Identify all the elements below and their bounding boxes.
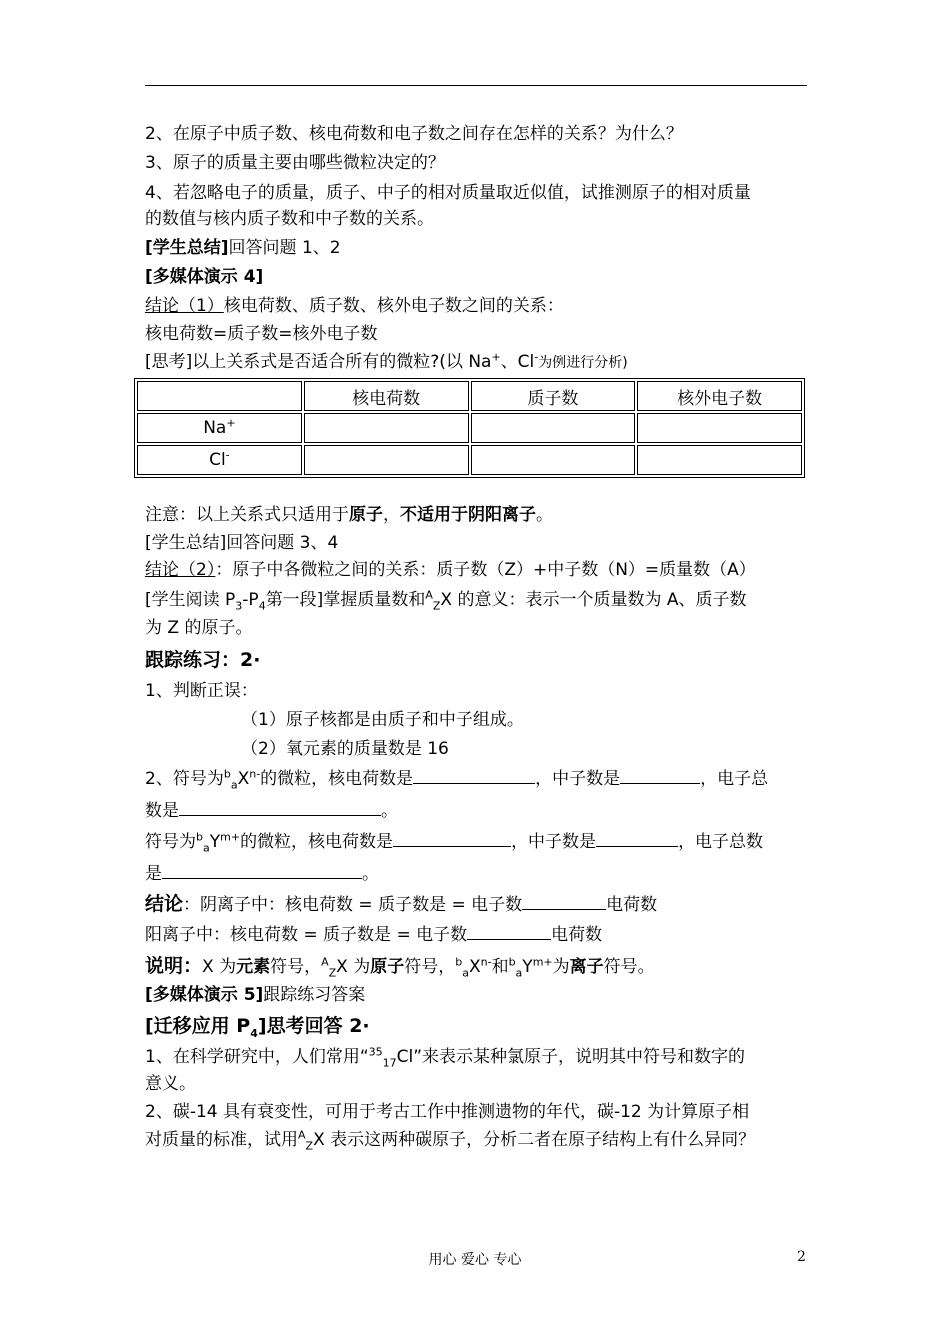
think-question: [思考]以上关系式是否适合所有的微粒?(以 Na+、Cl-为例进行分析) <box>145 350 628 372</box>
conclusion-anion: 结论：阴离子中：核电荷数 = 质子数是 = 电子数 电荷数 <box>145 893 658 915</box>
table-header-row <box>137 381 802 411</box>
transfer-question-2: 2、碳-14 具有衰变性，可用于考古工作中推测遗物的年代，碳-12 为计算原子相 <box>145 1102 750 1122</box>
conclusion-1: 结论（1）核电荷数、质子数、核外电子数之间的关系： <box>145 296 564 316</box>
table-cell <box>637 413 802 443</box>
transfer-question-2-cont: 对质量的标准，试用$^A_Z$X 表示这两种碳原子，分析二者在原子结构上有什么异同？ <box>145 1128 756 1153</box>
transfer-question-1-cont: 意义。 <box>145 1074 196 1094</box>
footer-motto: 用心 爱心 专心 <box>428 1252 522 1268</box>
table-cell <box>637 445 802 475</box>
table-cell <box>304 445 469 475</box>
answer-blank[interactable] <box>467 922 551 940</box>
exercise-2-cont: 数是 。 <box>145 798 398 823</box>
transfer-question-1: 1、在科学研究中，人们常用“$^{35}_{17}$Cl”来表示某种氯原子，说明其中符号和数字的 <box>145 1045 746 1070</box>
table-header-cell: 质子数 <box>471 381 636 411</box>
answer-blank[interactable] <box>620 766 700 784</box>
exercise-1: 1、判断正误： <box>145 681 258 701</box>
answer-blank[interactable] <box>413 766 535 784</box>
exercise-1-item-2: （2）氧元素的质量数是 16 <box>241 739 449 759</box>
conclusion-cation: 阳离子中：核电荷数 = 质子数是 = 电子数 电荷数 <box>145 922 602 947</box>
table-row <box>137 413 802 443</box>
exercise-3: 符号为$^b_aY^{m+}$的微粒，核电荷数是 ，中子数是 ，电子总数 <box>145 830 764 855</box>
question-2: 2、在原子中质子数、核电荷数和电子数之间存在怎样的关系？为什么？ <box>145 124 683 144</box>
table-header-cell: 核电荷数 <box>304 381 469 411</box>
table-cell <box>471 445 636 475</box>
student-reading-cont: 为 Z 的原子。 <box>145 618 253 638</box>
table-header-cell: 核外电子数 <box>637 381 802 411</box>
question-3: 3、原子的质量主要由哪些微粒决定的？ <box>145 153 445 173</box>
ion-analysis-table <box>134 378 805 478</box>
multimedia-demo-5: [多媒体演示 5]跟踪练习答案 <box>145 985 366 1005</box>
conclusion-2: 结论（2）：原子中各微粒之间的关系：质子数（Z）+中子数（N）=质量数（A） <box>145 560 756 580</box>
answer-blank[interactable] <box>179 798 381 816</box>
student-summary-1: [学生总结]回答问题 1、2 <box>145 238 341 258</box>
student-reading: [学生阅读 $P_3-P_4$第一段]掌握质量数和$^A_Z$X 的意义：表示一个质量数为 A、质子数 <box>145 588 747 613</box>
note-line: 注意：以上关系式只适用于原子，不适用于阴阳离子。 <box>145 505 553 525</box>
answer-blank[interactable] <box>162 861 362 879</box>
multimedia-demo-4: [多媒体演示 4] <box>145 267 264 287</box>
table-row <box>137 445 802 475</box>
page-number: 2 <box>797 1249 806 1265</box>
answer-blank[interactable] <box>522 892 606 910</box>
question-4: 4、若忽略电子的质量，质子、中子的相对质量取近似值，试推测原子的相对质量 <box>145 183 751 203</box>
student-summary-2: [学生总结]回答问题 3、4 <box>145 533 339 553</box>
header-rule <box>145 85 807 86</box>
exercise-2: 2、符号为$^b_aX^{n-}$的微粒，核电荷数是 ，中子数是 ，电子总 <box>145 767 769 792</box>
table-header-cell <box>137 381 302 411</box>
table-cell <box>304 413 469 443</box>
answer-blank[interactable] <box>393 829 511 847</box>
tracking-practice-heading: 跟踪练习：2· <box>145 649 261 671</box>
exercise-1-item-1: （1）原子核都是由质子和中子组成。 <box>241 710 524 730</box>
table-cell <box>471 413 636 443</box>
answer-blank[interactable] <box>596 829 678 847</box>
explanation: 说明：X 为元素符号，$^A_Z$X 为原子符号，$^b_aX^{n-}$和$^b_aY^{m+}$为离子符号。 <box>145 955 655 980</box>
row-label-na: Na+ <box>137 413 302 443</box>
question-4-cont: 的数值与核内质子数和中子数的关系。 <box>145 209 434 229</box>
exercise-3-cont: 是 。 <box>145 861 379 886</box>
formula-1: 核电荷数=质子数=核外电子数 <box>145 324 378 344</box>
transfer-application-heading: [迁移应用 $P_4$]思考回答 2· <box>145 1015 370 1040</box>
row-label-cl: Cl- <box>137 445 302 475</box>
